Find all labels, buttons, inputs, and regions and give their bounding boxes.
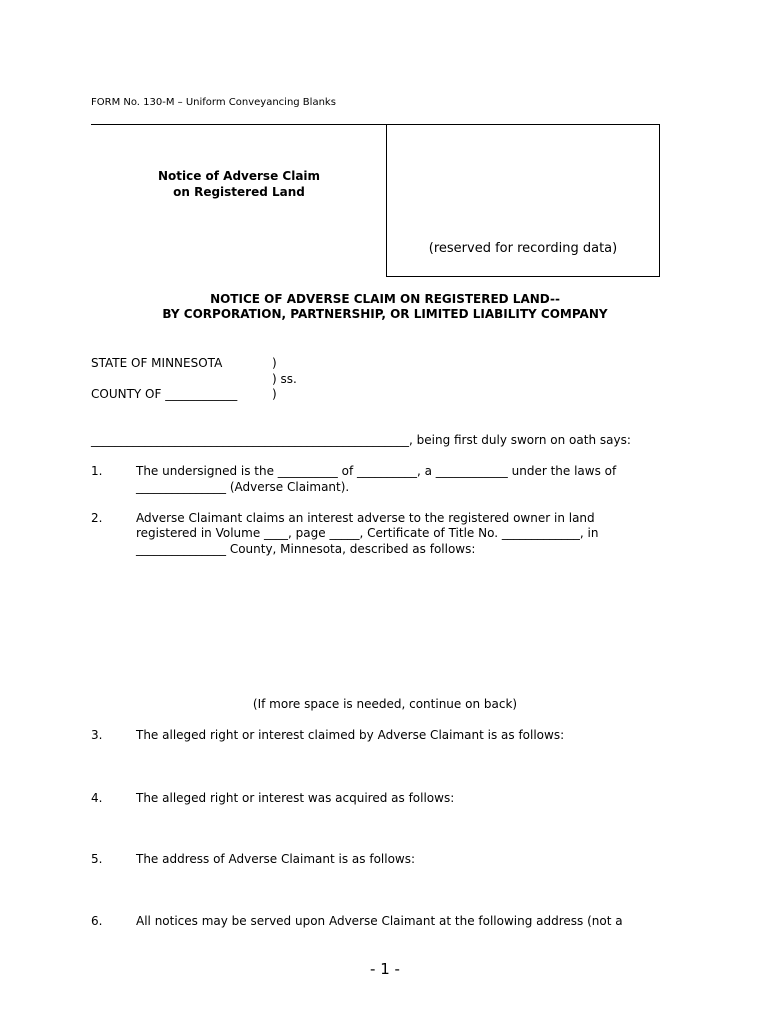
venue-paren-ss: ) ss. — [272, 372, 297, 386]
recording-data-box — [386, 124, 660, 277]
paragraph-2-line-3: _______________ County, Minnesota, described as follows: — [136, 542, 476, 556]
state-label: STATE OF MINNESOTA — [91, 356, 223, 370]
paragraph-2-line-2: registered in Volume ____, page _____, Certificate of Title No. _____________, in — [136, 526, 599, 540]
continuation-note: (If more space is needed, continue on back) — [252, 697, 518, 711]
paragraph-1-number: 1. — [91, 464, 103, 478]
venue-paren-1: ) — [272, 356, 277, 370]
header-rule — [91, 124, 387, 125]
paragraph-1-line-1: The undersigned is the __________ of __________, a ____________ under the laws of — [136, 464, 617, 478]
title-line-1: Notice of Adverse Claim — [157, 169, 321, 183]
county-label: COUNTY OF ____________ — [91, 387, 238, 401]
paragraph-3-text: The alleged right or interest claimed by Adverse Claimant is as follows: — [136, 728, 565, 742]
paragraph-3-number: 3. — [91, 728, 103, 742]
main-heading-line-2: BY CORPORATION, PARTNERSHIP, OR LIMITED LIABILITY COMPANY — [162, 307, 608, 321]
paragraph-2-number: 2. — [91, 511, 103, 525]
main-heading — [0, 292, 770, 322]
paragraph-4-number: 4. — [91, 791, 103, 805]
form-number: FORM No. 130-M – Uniform Conveyancing Blanks — [91, 97, 336, 108]
paragraph-1-line-2: _______________ (Adverse Claimant). — [136, 480, 350, 494]
paragraph-4-text: The alleged right or interest was acquired as follows: — [136, 791, 455, 805]
paragraph-6-text: All notices may be served upon Adverse Claimant at the following address (not a — [136, 914, 623, 928]
recording-box-label: (reserved for recording data) — [428, 241, 618, 256]
paragraph-5-text: The address of Adverse Claimant is as follows: — [136, 852, 416, 866]
oath-line: _____________________________________________________, being first duly sworn on oath says: — [91, 433, 631, 447]
paragraph-2-line-1: Adverse Claimant claims an interest adverse to the registered owner in land — [136, 511, 595, 525]
document-title — [91, 168, 387, 200]
main-heading-line-1: NOTICE OF ADVERSE CLAIM ON REGISTERED LAND-- — [210, 292, 560, 306]
paragraph-6-number: 6. — [91, 914, 103, 928]
page-number: - 1 - — [370, 960, 400, 978]
title-line-2: on Registered Land — [173, 185, 305, 199]
venue-paren-3: ) — [272, 387, 277, 401]
paragraph-5-number: 5. — [91, 852, 103, 866]
